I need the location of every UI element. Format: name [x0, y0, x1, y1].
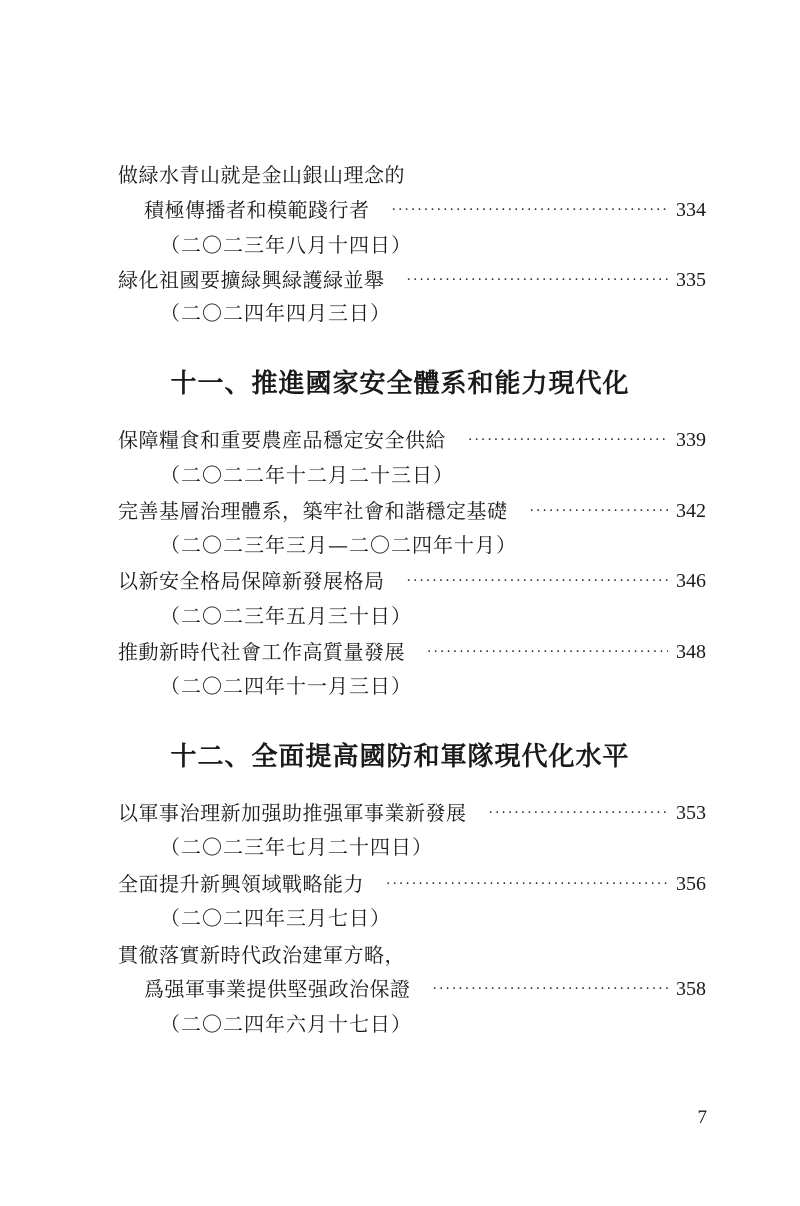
toc-page-number: 339	[676, 429, 706, 451]
toc-entry-title: 全面提升新興領域戰略能力	[118, 872, 364, 896]
section-heading: 十一、推進國家安全體系和能力現代化	[170, 369, 630, 399]
toc-entry-date: （二〇二三年七月二十四日）	[160, 835, 433, 859]
toc-entry-title-cont: 積極傳播者和模範踐行者	[144, 198, 370, 222]
toc-entry[interactable]	[144, 195, 706, 225]
toc-entry-date: （二〇二三年三月—二〇二四年十月）	[160, 533, 517, 557]
toc-entry[interactable]	[118, 425, 706, 455]
toc-entry[interactable]	[118, 566, 706, 596]
leader-dots	[392, 195, 669, 225]
toc-entry-title: 做緑水青山就是金山銀山理念的	[118, 163, 405, 187]
toc-page-number: 353	[676, 802, 706, 824]
toc-entry-line1[interactable]	[118, 160, 706, 190]
toc-page-number: 334	[676, 199, 706, 221]
toc-entry[interactable]	[118, 637, 706, 667]
toc-page-number: 358	[676, 978, 706, 1000]
toc-entry-date: （二〇二二年十二月二十三日）	[160, 463, 454, 487]
toc-entry-date: （二〇二四年六月十七日）	[160, 1012, 412, 1036]
toc-entry-title: 保障糧食和重要農産品穩定安全供給	[118, 428, 446, 452]
toc-entry[interactable]	[118, 798, 706, 828]
toc-entry-line1[interactable]	[118, 940, 706, 970]
toc-entry-title: 緑化祖國要擴緑興緑護緑並舉	[118, 268, 385, 292]
section-heading: 十二、全面提高國防和軍隊現代化水平	[170, 742, 630, 772]
toc-entry-title: 貫徹落實新時代政治建軍方略，	[118, 943, 405, 967]
leader-dots	[407, 265, 669, 295]
toc-entry-date: （二〇二四年三月七日）	[160, 906, 391, 930]
leader-dots	[530, 496, 669, 526]
leader-dots	[489, 798, 669, 828]
toc-entry-date: （二〇二三年八月十四日）	[160, 233, 412, 257]
toc-page-number: 342	[676, 500, 706, 522]
toc-page-number: 335	[676, 269, 706, 291]
toc-entry[interactable]	[144, 974, 706, 1004]
toc-entry[interactable]	[118, 869, 706, 899]
toc-entry-title: 以新安全格局保障新發展格局	[118, 569, 385, 593]
leader-dots	[427, 637, 668, 667]
toc-entry[interactable]	[118, 496, 706, 526]
leader-dots	[433, 974, 669, 1004]
leader-dots	[386, 869, 668, 899]
toc-page-number: 348	[676, 641, 706, 663]
toc-entry-title: 以軍事治理新加强助推强軍事業新發展	[118, 801, 467, 825]
toc-entry[interactable]	[118, 265, 706, 295]
leader-dots	[407, 566, 669, 596]
toc-page-number: 356	[676, 873, 706, 895]
toc-entry-title-cont: 爲强軍事業提供堅强政治保證	[144, 977, 411, 1001]
toc-entry-date: （二〇二三年五月三十日）	[160, 604, 412, 628]
toc-entry-title: 推動新時代社會工作高質量發展	[118, 640, 405, 664]
page-number: 7	[697, 1107, 707, 1128]
leader-dots	[468, 425, 668, 455]
toc-entry-date: （二〇二四年十一月三日）	[160, 674, 412, 698]
toc-page-number: 346	[676, 570, 706, 592]
toc-entry-date: （二〇二四年四月三日）	[160, 301, 391, 325]
toc-entry-title: 完善基層治理體系，築牢社會和諧穩定基礎	[118, 499, 508, 523]
